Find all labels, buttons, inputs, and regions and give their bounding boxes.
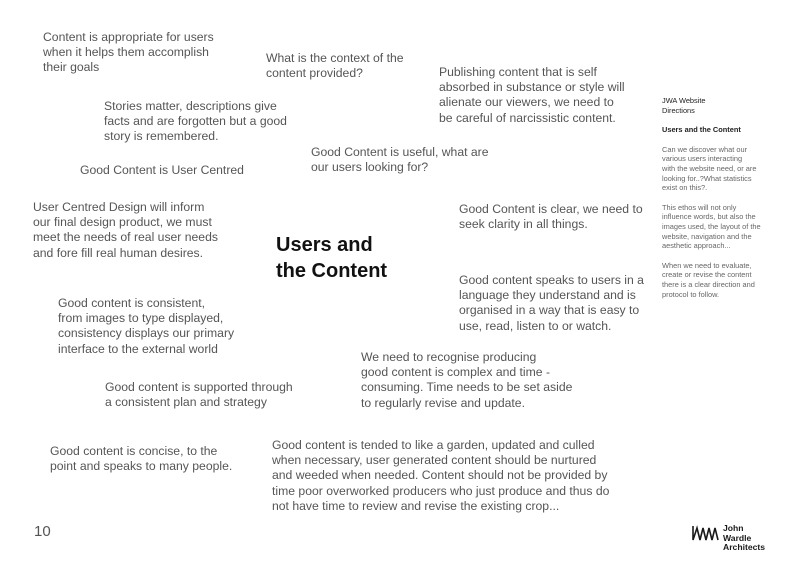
page-title: Users and the Content: [276, 234, 388, 282]
note-complex: We need to recognise producing good content is complex and time - consuming. Time needs to be set aside to regularly revise and update.: [361, 350, 573, 410]
note-consistent: Good content is consistent, from images to type displayed, consistency displays our primary interface to the external world: [58, 296, 235, 356]
page-number: 10: [34, 523, 51, 540]
jwa-logo-icon: [692, 524, 720, 544]
note-concise: Good content is concise, to the point and speaks to many people.: [50, 444, 233, 474]
note-publishing: Publishing content that is self absorbed in substance or style will alienate our viewers, we need to be careful of narcissistic content.: [439, 65, 625, 125]
sidebar-paragraph: Can we discover what our various users interacting with the website need, or are looking for..?What statistics exist on this?.: [662, 144, 757, 193]
note-context: What is the context of the content provided?: [266, 51, 404, 81]
logo-text: John Wardle Architects: [723, 523, 766, 553]
note-appropriate: Content is appropriate for users when it helps them accomplish their goals: [43, 30, 214, 75]
note-stories: Stories matter, descriptions give facts and are forgotten but a good story is remembered.: [104, 99, 287, 144]
sidebar: [662, 96, 780, 309]
note-speaks: Good content speaks to users in a language they understand and is organised in a way that is easy to use, read, listen to or watch.: [459, 273, 644, 333]
sidebar-paragraph: When we need to evaluate, create or revise the content there is a clear direction and protocol to follow.: [662, 260, 755, 299]
note-supported: Good content is supported through a consistent plan and strategy: [105, 380, 293, 410]
sidebar-heading: Users and the Content: [662, 125, 741, 135]
note-clear: Good Content is clear, we need to seek clarity in all things.: [459, 202, 643, 232]
note-user-centred-design: User Centred Design will inform our final design product, we must meet the needs of real user needs and fore fill real human desires.: [33, 200, 218, 260]
note-useful: Good Content is useful, what are our users looking for?: [311, 145, 489, 175]
note-garden: Good content is tended to like a garden, updated and culled when necessary, user generated content should be nurtured and weeded when needed. Content should not be provided by time poor overworked producers who just produce and thus do not have time to review and revise the existing crop...: [272, 438, 610, 513]
note-user-centred: Good Content is User Centred: [80, 163, 244, 177]
sidebar-header: JWA Website Directions: [662, 96, 706, 115]
sidebar-paragraph: This ethos will not only influence words, but also the images used, the layout of the website, navigation and the aesthetic approach...: [662, 202, 761, 251]
